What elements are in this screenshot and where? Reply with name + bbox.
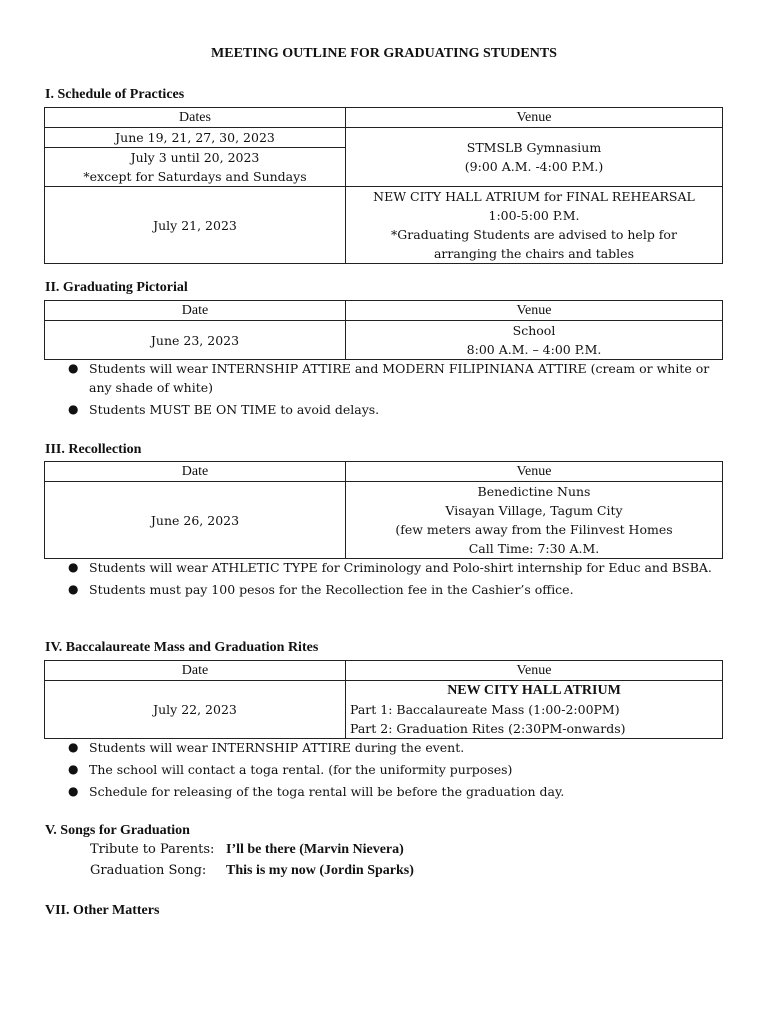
song-title: This is my now (Jordin Sparks) xyxy=(226,863,414,878)
venue-line: (9:00 A.M. -4:00 P.M.) xyxy=(464,159,604,174)
recollection-venue-cell xyxy=(346,482,723,559)
bullet-icon: ● xyxy=(68,582,79,596)
section-heading-practices: I. Schedule of Practices xyxy=(45,87,185,102)
list-item: ● Students will wear ATHLETIC TYPE for Criminology and Polo-shirt internship for Educ and BSBA. xyxy=(68,560,712,575)
mass-bullet-list xyxy=(68,738,718,804)
practice-venue-cell xyxy=(346,128,723,187)
venue-line: 8:00 A.M. – 4:00 P.M. xyxy=(466,342,602,357)
list-item: ● The school will contact a toga rental. (for the uniformity purposes) xyxy=(68,762,513,777)
list-item: ● Students will wear INTERNSHIP ATTIRE and MODERN FILIPINIANA ATTIRE (cream or white or any shade of white) xyxy=(68,361,710,395)
venue-line: (few meters away from the Filinvest Homes xyxy=(395,522,673,537)
practice-date-cell xyxy=(45,148,346,187)
venue-line: *Graduating Students are advised to help for xyxy=(391,227,677,242)
venue-line: Benedictine Nuns xyxy=(477,484,591,499)
mass-date-cell: July 22, 2023 xyxy=(45,681,346,739)
pictorial-date-cell: June 23, 2023 xyxy=(45,321,346,360)
practice-venue-cell xyxy=(346,187,723,264)
date-note: *except for Saturdays and Sundays xyxy=(83,169,307,184)
section-heading-songs: V. Songs for Graduation xyxy=(45,823,190,838)
recollection-date-cell: June 26, 2023 xyxy=(45,482,346,559)
bullet-icon: ● xyxy=(68,762,79,776)
mass-venue-cell xyxy=(346,681,723,739)
section-heading-recollection: III. Recollection xyxy=(45,442,142,457)
column-header-date: Date xyxy=(45,462,346,482)
venue-line: Part 1: Baccalaureate Mass (1:00-2:00PM) xyxy=(350,702,620,717)
page-title: MEETING OUTLINE FOR GRADUATING STUDENTS xyxy=(211,46,557,61)
recollection-table xyxy=(44,461,723,559)
recollection-bullet-list xyxy=(68,558,718,602)
section-heading-mass: IV. Baccalaureate Mass and Graduation Rites xyxy=(45,640,319,655)
venue-line: 1:00-5:00 P.M. xyxy=(488,208,580,223)
bullet-icon: ● xyxy=(68,740,79,754)
column-header-date: Date xyxy=(45,301,346,321)
bullet-icon: ● xyxy=(68,784,79,798)
venue-line: arranging the chairs and tables xyxy=(433,246,634,261)
column-header-date: Date xyxy=(45,661,346,681)
column-header-venue: Venue xyxy=(346,462,723,482)
venue-line: STMSLB Gymnasium xyxy=(466,140,602,155)
column-header-dates: Dates xyxy=(45,108,346,128)
practice-date-cell: June 19, 21, 27, 30, 2023 xyxy=(45,128,346,148)
list-item: ● Students MUST BE ON TIME to avoid delays. xyxy=(68,402,380,417)
song-row-tribute xyxy=(90,842,404,858)
mass-table xyxy=(44,660,723,739)
song-title: I’ll be there (Marvin Nievera) xyxy=(226,842,404,857)
song-row-graduation xyxy=(90,863,414,879)
practice-date-cell: July 21, 2023 xyxy=(45,187,346,264)
column-header-venue: Venue xyxy=(346,301,723,321)
pictorial-venue-cell xyxy=(346,321,723,360)
venue-line: Visayan Village, Tagum City xyxy=(445,503,623,518)
venue-line: Call Time: 7:30 A.M. xyxy=(468,541,600,556)
song-label: Graduation Song: xyxy=(90,863,207,878)
venue-line: Part 2: Graduation Rites (2:30PM-onwards) xyxy=(350,721,626,736)
list-item: ● Students must pay 100 pesos for the Recollection fee in the Cashier’s office. xyxy=(68,582,574,597)
pictorial-bullet-list xyxy=(68,359,718,422)
pictorial-table xyxy=(44,300,723,360)
bullet-icon: ● xyxy=(68,402,79,416)
venue-line: NEW CITY HALL ATRIUM for FINAL REHEARSAL xyxy=(373,189,695,204)
list-item: ● Students will wear INTERNSHIP ATTIRE during the event. xyxy=(68,740,465,755)
column-header-venue: Venue xyxy=(346,661,723,681)
venue-title: NEW CITY HALL ATRIUM xyxy=(447,683,621,698)
song-label: Tribute to Parents: xyxy=(90,842,215,857)
bullet-icon: ● xyxy=(68,560,79,574)
venue-line: School xyxy=(512,323,556,338)
column-header-venue: Venue xyxy=(346,108,723,128)
section-heading-other: VII. Other Matters xyxy=(45,903,160,918)
list-item: ● Schedule for releasing of the toga rental will be before the graduation day. xyxy=(68,784,565,799)
date-line: July 3 until 20, 2023 xyxy=(130,150,260,165)
practices-table xyxy=(44,107,723,264)
section-heading-pictorial: II. Graduating Pictorial xyxy=(45,280,188,295)
bullet-icon: ● xyxy=(68,361,79,375)
